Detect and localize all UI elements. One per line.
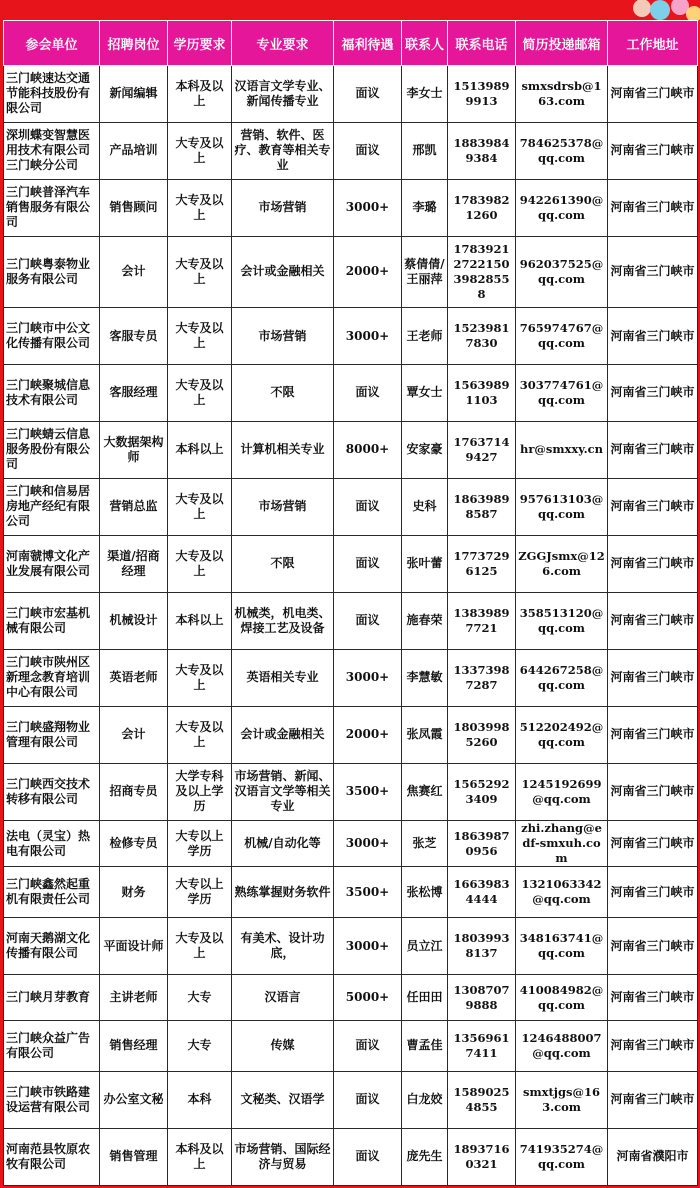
phone-cell: 15239817830 — [448, 308, 516, 365]
major-cell: 汉语言文学专业、新闻传播专业 — [232, 66, 334, 123]
header-company: 参会单位 — [4, 21, 100, 66]
table-row — [4, 365, 698, 422]
header-education: 学历要求 — [168, 21, 232, 66]
phone-cell: 18639898587 — [448, 478, 516, 535]
salary-cell: 3000+ — [334, 918, 402, 975]
email-cell: smxtjgs@163.com — [516, 1071, 608, 1128]
table-row — [4, 592, 698, 649]
position-cell: 产品培训 — [100, 122, 168, 179]
company-cell: 法电（灵宝）热电有限公司 — [4, 820, 100, 867]
address-cell: 河南省三门峡市 — [608, 867, 698, 918]
email-cell: 410084982@qq.com — [516, 975, 608, 1021]
phone-cell: 13839897721 — [448, 592, 516, 649]
email-cell: hr@smxxy.cn — [516, 421, 608, 478]
education-cell: 大专及以上 — [168, 365, 232, 422]
salary-cell: 面议 — [334, 592, 402, 649]
company-cell: 三门峡和信易居房地产经纪有限公司 — [4, 478, 100, 535]
address-cell: 河南省濮阳市 — [608, 1128, 698, 1185]
education-cell: 大专以上学历 — [168, 820, 232, 867]
major-cell: 市场营销、新闻、汉语言文学等相关专业 — [232, 763, 334, 820]
major-cell: 熟练掌握财务软件 — [232, 867, 334, 918]
position-cell: 渠道/招商经理 — [100, 535, 168, 592]
major-cell: 营销、软件、医疗、教育等相关专业 — [232, 122, 334, 179]
position-cell: 会计 — [100, 236, 168, 307]
salary-cell: 3500+ — [334, 867, 402, 918]
header-phone: 联系电话 — [448, 21, 516, 66]
email-cell: smxsdrsb@163.com — [516, 66, 608, 123]
contact-cell: 张松博 — [402, 867, 448, 918]
contact-cell: 王老师 — [402, 308, 448, 365]
position-cell: 招商专员 — [100, 763, 168, 820]
major-cell: 市场营销 — [232, 308, 334, 365]
major-cell: 会计或金融相关 — [232, 236, 334, 307]
position-cell: 销售经理 — [100, 1021, 168, 1072]
table-row — [4, 1128, 698, 1185]
salary-cell: 2000+ — [334, 706, 402, 763]
company-cell: 三门峡速达交通节能科技股份有限公司 — [4, 66, 100, 123]
major-cell: 市场营销 — [232, 478, 334, 535]
position-cell: 办公室文秘 — [100, 1071, 168, 1128]
position-cell: 平面设计师 — [100, 918, 168, 975]
education-cell: 本科及以上 — [168, 66, 232, 123]
contact-cell: 蔡倩倩/王丽萍 — [402, 236, 448, 307]
major-cell: 文秘类、汉语学 — [232, 1071, 334, 1128]
major-cell: 市场营销、国际经济与贸易 — [232, 1128, 334, 1185]
contact-cell: 张芝 — [402, 820, 448, 867]
salary-cell: 2000+ — [334, 236, 402, 307]
contact-cell: 覃女士 — [402, 365, 448, 422]
header-contact: 联系人 — [402, 21, 448, 66]
salary-cell: 3500+ — [334, 763, 402, 820]
header-position: 招聘岗位 — [100, 21, 168, 66]
email-cell: 644267258@qq.com — [516, 649, 608, 706]
position-cell: 主讲老师 — [100, 975, 168, 1021]
table-row — [4, 820, 698, 867]
salary-cell: 5000+ — [334, 975, 402, 1021]
phone-cell: 16639834444 — [448, 867, 516, 918]
major-cell: 市场营销 — [232, 179, 334, 236]
phone-cell: 18639870956 — [448, 820, 516, 867]
phone-cell: 13373987287 — [448, 649, 516, 706]
education-cell: 本科及以上 — [168, 1128, 232, 1185]
address-cell: 河南省三门峡市 — [608, 918, 698, 975]
education-cell: 大专及以上 — [168, 179, 232, 236]
table-row — [4, 1071, 698, 1128]
position-cell: 客服经理 — [100, 365, 168, 422]
email-cell: 784625378@qq.com — [516, 122, 608, 179]
contact-cell: 李慧敏 — [402, 649, 448, 706]
address-cell: 河南省三门峡市 — [608, 975, 698, 1021]
email-cell: 512202492@qq.com — [516, 706, 608, 763]
table-row — [4, 308, 698, 365]
address-cell: 河南省三门峡市 — [608, 820, 698, 867]
address-cell: 河南省三门峡市 — [608, 236, 698, 307]
email-cell: 741935274@qq.com — [516, 1128, 608, 1185]
table-row — [4, 535, 698, 592]
major-cell: 机械类，机电类、焊接工艺及设备 — [232, 592, 334, 649]
major-cell: 汉语言 — [232, 975, 334, 1021]
company-cell: 三门峡月芽教育 — [4, 975, 100, 1021]
table-header — [4, 21, 698, 66]
contact-cell: 员立江 — [402, 918, 448, 975]
email-cell: 1245192699@qq.com — [516, 763, 608, 820]
header-major: 专业要求 — [232, 21, 334, 66]
company-cell: 三门峡众益广告有限公司 — [4, 1021, 100, 1072]
major-cell: 计算机相关专业 — [232, 421, 334, 478]
salary-cell: 面议 — [334, 478, 402, 535]
address-cell: 河南省三门峡市 — [608, 66, 698, 123]
position-cell: 营销总监 — [100, 478, 168, 535]
position-cell: 财务 — [100, 867, 168, 918]
header-address: 工作地址 — [608, 21, 698, 66]
company-cell: 三门峡聚城信息技术有限公司 — [4, 365, 100, 422]
position-cell: 大数据架构师 — [100, 421, 168, 478]
table-row — [4, 179, 698, 236]
email-cell: 348163741@qq.com — [516, 918, 608, 975]
contact-cell: 李璐 — [402, 179, 448, 236]
address-cell: 河南省三门峡市 — [608, 478, 698, 535]
education-cell: 大专及以上 — [168, 478, 232, 535]
contact-cell: 曹孟佳 — [402, 1021, 448, 1072]
salary-cell: 面议 — [334, 122, 402, 179]
company-cell: 三门峡市铁路建设运营有限公司 — [4, 1071, 100, 1128]
email-cell: 1246488007@qq.com — [516, 1021, 608, 1072]
phone-cell: 1783921272215039828558 — [448, 236, 516, 307]
education-cell: 大专及以上 — [168, 535, 232, 592]
major-cell: 会计或金融相关 — [232, 706, 334, 763]
phone-cell: 18039938137 — [448, 918, 516, 975]
education-cell: 大专 — [168, 1021, 232, 1072]
phone-cell: 15890254855 — [448, 1071, 516, 1128]
education-cell: 大专 — [168, 975, 232, 1021]
contact-cell: 安家豪 — [402, 421, 448, 478]
company-cell: 三门峡鑫然起重机有限责任公司 — [4, 867, 100, 918]
salary-cell: 面议 — [334, 365, 402, 422]
salary-cell: 3000+ — [334, 179, 402, 236]
company-cell: 三门峡市中公文化传播有限公司 — [4, 308, 100, 365]
address-cell: 河南省三门峡市 — [608, 308, 698, 365]
phone-cell: 18839849384 — [448, 122, 516, 179]
company-cell: 河南天鹅湖文化传播有限公司 — [4, 918, 100, 975]
header-salary: 福利待遇 — [334, 21, 402, 66]
major-cell: 传媒 — [232, 1021, 334, 1072]
contact-cell: 任田田 — [402, 975, 448, 1021]
email-cell: ZGGJsmx@126.com — [516, 535, 608, 592]
recruitment-table — [3, 20, 698, 1186]
table-row — [4, 918, 698, 975]
salary-cell: 面议 — [334, 1071, 402, 1128]
company-cell: 三门峡蜻云信息服务股份有限公司 — [4, 421, 100, 478]
contact-cell: 施春荣 — [402, 592, 448, 649]
phone-cell: 17737296125 — [448, 535, 516, 592]
company-cell: 三门峡粤泰物业服务有限公司 — [4, 236, 100, 307]
major-cell: 英语相关专业 — [232, 649, 334, 706]
education-cell: 大专以上学历 — [168, 867, 232, 918]
table-row — [4, 66, 698, 123]
table-row — [4, 649, 698, 706]
table-row — [4, 706, 698, 763]
email-cell: 765974767@qq.com — [516, 308, 608, 365]
company-cell: 三门峡盛翔物业管理有限公司 — [4, 706, 100, 763]
table-row — [4, 122, 698, 179]
header-email: 简历投递邮箱 — [516, 21, 608, 66]
company-cell: 三门峡西交技术转移有限公司 — [4, 763, 100, 820]
table-row — [4, 763, 698, 820]
table-row — [4, 236, 698, 307]
education-cell: 大专及以上 — [168, 706, 232, 763]
company-cell: 三门峡市陕州区新理念教育培训中心有限公司 — [4, 649, 100, 706]
contact-cell: 焦赛红 — [402, 763, 448, 820]
company-cell: 河南范县牧原农牧有限公司 — [4, 1128, 100, 1185]
salary-cell: 3000+ — [334, 649, 402, 706]
address-cell: 河南省三门峡市 — [608, 763, 698, 820]
phone-cell: 15652923409 — [448, 763, 516, 820]
address-cell: 河南省三门峡市 — [608, 1021, 698, 1072]
email-cell: 1321063342@qq.com — [516, 867, 608, 918]
position-cell: 销售顾问 — [100, 179, 168, 236]
major-cell: 机械/自动化等 — [232, 820, 334, 867]
table-row — [4, 975, 698, 1021]
education-cell: 大专及以上 — [168, 918, 232, 975]
email-cell: 942261390@qq.com — [516, 179, 608, 236]
phone-cell: 18937160321 — [448, 1128, 516, 1185]
education-cell: 大专及以上 — [168, 122, 232, 179]
position-cell: 销售管理 — [100, 1128, 168, 1185]
major-cell: 有美术、设计功底， — [232, 918, 334, 975]
address-cell: 河南省三门峡市 — [608, 706, 698, 763]
major-cell: 不限 — [232, 365, 334, 422]
address-cell: 河南省三门峡市 — [608, 592, 698, 649]
salary-cell: 面议 — [334, 1128, 402, 1185]
education-cell: 本科 — [168, 1071, 232, 1128]
contact-cell: 邢凯 — [402, 122, 448, 179]
company-cell: 三门峡市宏基机械有限公司 — [4, 592, 100, 649]
email-cell: zhi.zhang@edf-smxuh.com — [516, 820, 608, 867]
salary-cell: 3000+ — [334, 308, 402, 365]
salary-cell: 面议 — [334, 1021, 402, 1072]
salary-cell: 3000+ — [334, 820, 402, 867]
salary-cell: 面议 — [334, 66, 402, 123]
phone-cell: 13087079888 — [448, 975, 516, 1021]
table-row — [4, 867, 698, 918]
education-cell: 大学专科及以上学历 — [168, 763, 232, 820]
phone-cell: 15139899913 — [448, 66, 516, 123]
address-cell: 河南省三门峡市 — [608, 179, 698, 236]
contact-cell: 张叶蕾 — [402, 535, 448, 592]
contact-cell: 史科 — [402, 478, 448, 535]
position-cell: 会计 — [100, 706, 168, 763]
address-cell: 河南省三门峡市 — [608, 649, 698, 706]
salary-cell: 面议 — [334, 535, 402, 592]
email-cell: 358513120@qq.com — [516, 592, 608, 649]
education-cell: 大专及以上 — [168, 649, 232, 706]
phone-cell: 17637149427 — [448, 421, 516, 478]
company-cell: 深圳蝶变智慧医用技术有限公司三门峡分公司 — [4, 122, 100, 179]
contact-cell: 李女士 — [402, 66, 448, 123]
contact-cell: 白龙姣 — [402, 1071, 448, 1128]
education-cell: 大专及以上 — [168, 308, 232, 365]
salary-cell: 8000+ — [334, 421, 402, 478]
contact-cell: 庞先生 — [402, 1128, 448, 1185]
position-cell: 英语老师 — [100, 649, 168, 706]
company-cell: 河南虢博文化产业发展有限公司 — [4, 535, 100, 592]
education-cell: 本科以上 — [168, 592, 232, 649]
table-row — [4, 478, 698, 535]
email-cell: 957613103@qq.com — [516, 478, 608, 535]
address-cell: 河南省三门峡市 — [608, 365, 698, 422]
address-cell: 河南省三门峡市 — [608, 122, 698, 179]
address-cell: 河南省三门峡市 — [608, 1071, 698, 1128]
email-cell: 962037525@qq.com — [516, 236, 608, 307]
major-cell: 不限 — [232, 535, 334, 592]
address-cell: 河南省三门峡市 — [608, 421, 698, 478]
phone-cell: 17839821260 — [448, 179, 516, 236]
education-cell: 大专及以上 — [168, 236, 232, 307]
position-cell: 新闻编辑 — [100, 66, 168, 123]
contact-cell: 张凤霞 — [402, 706, 448, 763]
table-row — [4, 1021, 698, 1072]
position-cell: 机械设计 — [100, 592, 168, 649]
address-cell: 河南省三门峡市 — [608, 535, 698, 592]
education-cell: 本科以上 — [168, 421, 232, 478]
phone-cell: 18039985260 — [448, 706, 516, 763]
position-cell: 检修专员 — [100, 820, 168, 867]
table-row — [4, 421, 698, 478]
phone-cell: 15639891103 — [448, 365, 516, 422]
phone-cell: 13569617411 — [448, 1021, 516, 1072]
company-cell: 三门峡普泽汽车销售服务有限公司 — [4, 179, 100, 236]
email-cell: 303774761@qq.com — [516, 365, 608, 422]
position-cell: 客服专员 — [100, 308, 168, 365]
